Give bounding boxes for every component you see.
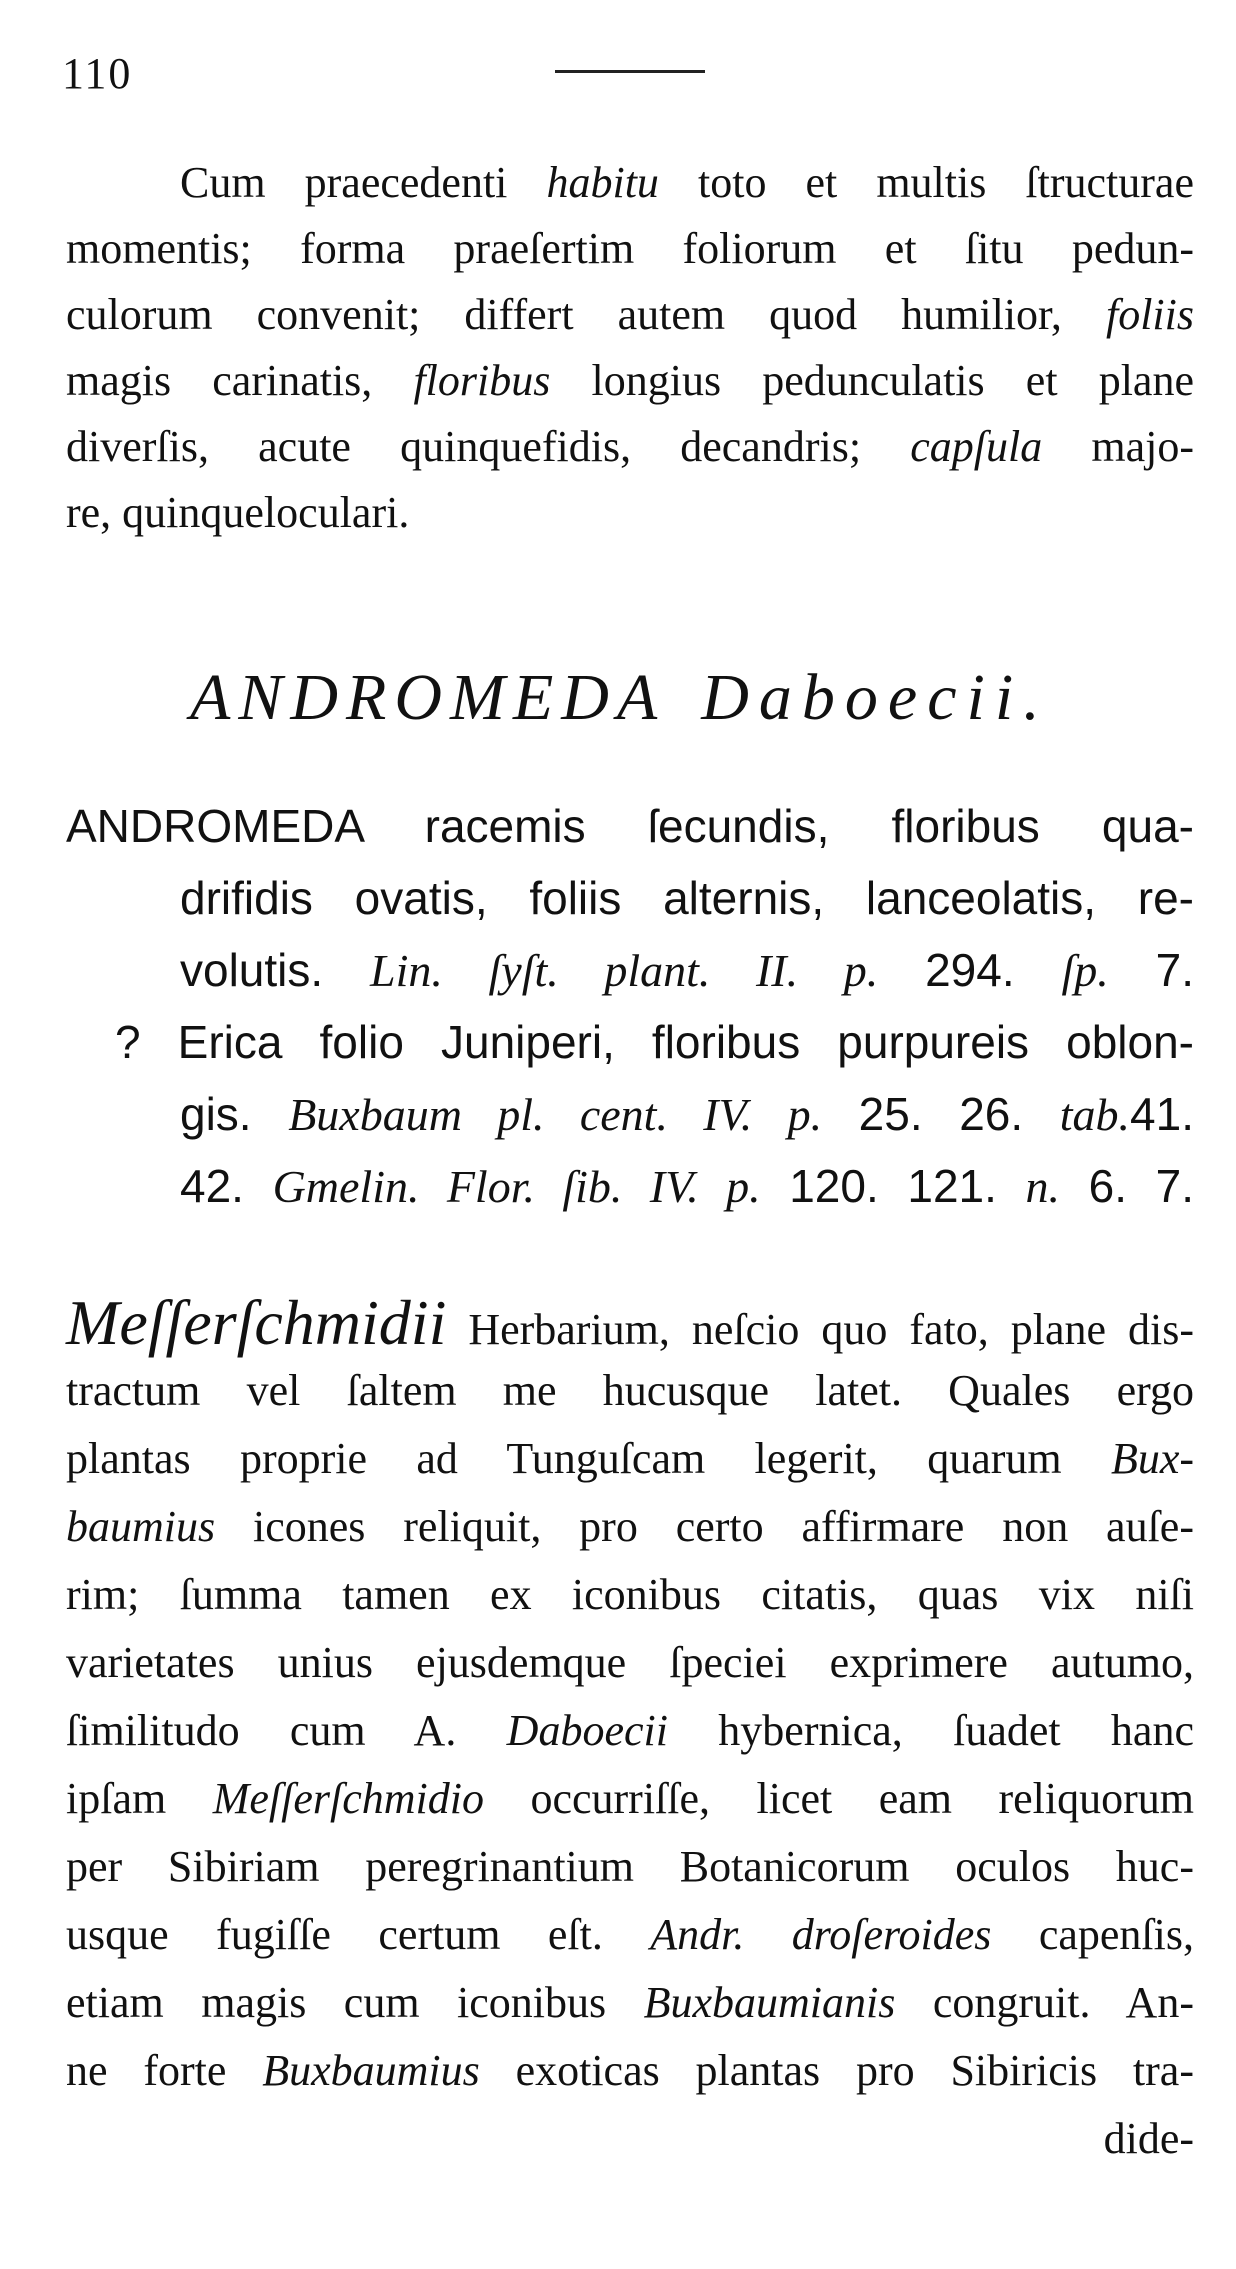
italic-term: Meſſerſchmidio <box>212 1774 484 1823</box>
text: 25. 26. <box>822 1088 1060 1140</box>
synonymy-line-2: drifidis ovatis, foliis alternis, lanceolatis, re- <box>180 872 1194 924</box>
text: longius pedunculatis et plane <box>550 356 1194 405</box>
text: volutis. <box>180 944 371 996</box>
italic-term: capſula <box>910 422 1043 471</box>
italic-term: Daboecii <box>506 1706 668 1755</box>
text: 41. <box>1130 1088 1194 1140</box>
italic-term: Buxbaumius <box>262 2046 480 2095</box>
synonymy-line-3 <box>180 934 1194 1007</box>
citation: Buxbaum pl. cent. IV. p. <box>288 1089 823 1140</box>
intro-line-6: re, quinqueloculari. <box>66 488 410 537</box>
text: hybernica, ſuadet hanc <box>667 1706 1194 1755</box>
text: gis. <box>180 1088 289 1140</box>
text: toto et multis ſtructurae <box>658 158 1194 207</box>
page-number: 110 <box>62 49 133 98</box>
catchword: dide- <box>1103 2114 1194 2163</box>
italic-term: floribus <box>413 356 551 405</box>
italic-term: Buxbaumianis <box>643 1978 896 2027</box>
italic-term: Bux- <box>1110 1434 1194 1483</box>
text: icones reliquit, pro certo affirmare non auſe- <box>215 1502 1194 1551</box>
text: 7. <box>1108 944 1194 996</box>
text: capenſis, <box>991 1910 1194 1959</box>
discussion-line-8 <box>66 1766 1194 1832</box>
discussion-line-1 <box>66 1287 1194 1363</box>
intro-line-2: momentis; forma praeſertim foliorum et ſitu pedun- <box>66 224 1194 273</box>
header-rule <box>555 70 705 73</box>
genus-name: ANDROMEDA <box>190 661 666 734</box>
synonymy-line-4: ? Erica folio Juniperi, floribus purpureis oblon- <box>115 1016 1194 1068</box>
text: magis carinatis, <box>66 356 414 405</box>
italic-term: Andr. droſeroides <box>650 1910 992 1959</box>
text: 120. 121. <box>760 1160 1026 1212</box>
text: culorum convenit; differt autem quod humilior, <box>66 290 1106 339</box>
text: majo- <box>1042 422 1194 471</box>
text: 294. <box>878 944 1062 996</box>
intro-line-4 <box>66 348 1194 414</box>
text: 6. 7. <box>1060 1160 1194 1212</box>
intro-line-3 <box>66 282 1194 348</box>
citation: tab. <box>1059 1089 1131 1140</box>
citation: Gmelin. Flor. ſib. IV. p. <box>272 1161 761 1212</box>
text: exoticas plantas pro Sibiricis tra- <box>479 2046 1194 2095</box>
discussion-line-7 <box>66 1698 1194 1764</box>
text: Cum praecedenti <box>180 158 547 207</box>
text: ne forte <box>66 2046 263 2095</box>
text: 42. <box>180 1160 273 1212</box>
discussion-line-12 <box>66 2038 1194 2104</box>
discussion-line-3 <box>66 1426 1194 1492</box>
species-heading <box>190 660 1050 736</box>
italic-term: foliis <box>1105 290 1194 339</box>
citation: n. <box>1025 1161 1061 1212</box>
synonymy-line-6 <box>180 1150 1194 1223</box>
text: ſimilitudo cum A. <box>66 1706 507 1755</box>
intro-line-5 <box>66 414 1194 480</box>
text: usque fugiſſe certum eſt. <box>66 1910 651 1959</box>
discussion-line-9: per Sibiriam peregrinantium Botanicorum oculos huc- <box>66 1842 1194 1891</box>
italic-term: habitu <box>546 158 659 207</box>
discussion-line-10 <box>66 1902 1194 1968</box>
text: plantas proprie ad Tunguſcam legerit, quarum <box>66 1434 1111 1483</box>
species-epithet: Daboecii. <box>701 661 1050 734</box>
intro-line-1 <box>180 150 1194 216</box>
discussion-line-11 <box>66 1970 1194 2036</box>
italic-term: Meſſerſchmidii <box>66 1287 447 1358</box>
text: Herbarium, neſcio quo fato, plane dis- <box>446 1305 1194 1354</box>
discussion-line-2: tractum vel ſaltem me hucusque latet. Quales ergo <box>66 1366 1194 1415</box>
synonymy-line-1: ANDROMEDA racemis ſecundis, floribus qua- <box>66 800 1194 852</box>
text: diverſis, acute quinquefidis, decandris; <box>66 422 911 471</box>
text: ipſam <box>66 1774 213 1823</box>
citation: Lin. ſyſt. plant. II. p. <box>370 945 879 996</box>
discussion-line-5: rim; ſumma tamen ex iconibus citatis, quas vix niſi <box>66 1570 1194 1619</box>
text: congruit. An- <box>895 1978 1194 2027</box>
synonymy-line-5 <box>180 1078 1194 1151</box>
italic-term: baumius <box>66 1502 216 1551</box>
text: etiam magis cum iconibus <box>66 1978 644 2027</box>
text: occurriſſe, licet eam reliquorum <box>483 1774 1195 1823</box>
citation: ſp. <box>1061 945 1109 996</box>
discussion-line-4 <box>66 1494 1194 1560</box>
discussion-line-6: varietates unius ejusdemque ſpeciei exprimere autumo, <box>66 1638 1194 1687</box>
